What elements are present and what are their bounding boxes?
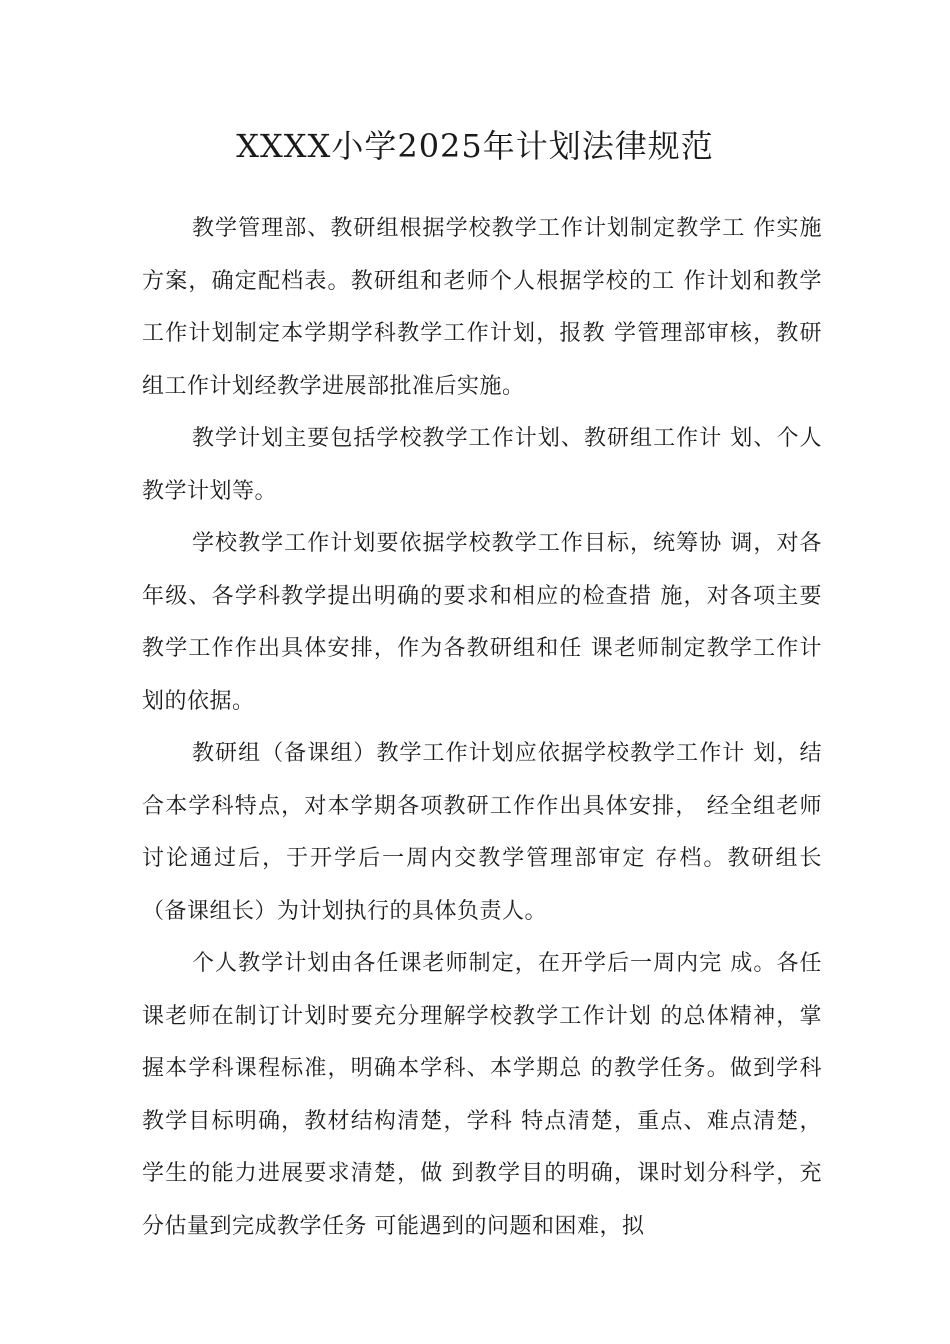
paragraph-school-plan: 学校教学工作计划要依据学校教学工作目标，统筹协 调，对各年级、各学科教学提出明确的要求和相应的检查措 施，对各项主要教学工作作出具体安排，作为各教研组和任 课老师制定教学工作计划的依据。 <box>142 531 822 714</box>
document-body <box>142 203 822 1253</box>
paragraph-teaching-plan-formulation: 教学管理部、教研组根据学校教学工作计划制定教学工 作实施方案，确定配档表。教研组和老师个人根据学校的工 作计划和教学工作计划制定本学期学科教学工作计划，报教 学管理部审核，教研组工作计划经教学进展部批准后实施。 <box>142 216 822 399</box>
paragraph-plan-types: 教学计划主要包括学校教学工作计划、教研组工作计 划、个人教学计划等。 <box>142 426 822 504</box>
document-title: XXXX小学2025年计划法律规范 <box>236 127 714 165</box>
paragraph-personal-plan: 个人教学计划由各任课老师制定，在开学后一周内完 成。各任课老师在制订计划时要充分理解学校教学工作计划 的总体精神，掌握本学科课程标准，明确本学科、本学期总 的教学任务。做到学科教学目标明确，教材结构清楚，学科 特点清楚，重点、难点清楚，学生的能力进展要求清楚，做 到教学目的明确，课时划分科学，充分估量到完成教学任务 可能遇到的问题和困难，拟 <box>142 951 822 1239</box>
paragraph-research-group-plan: 教研组（备课组）教学工作计划应依据学校教学工作计 划，结合本学科特点，对本学期各项教研工作作出具体安排， 经全组老师讨论通过后，于开学后一周内交教学管理部审定 存档。教研组长（备课组长）为计划执行的具体负责人。 <box>142 741 822 924</box>
